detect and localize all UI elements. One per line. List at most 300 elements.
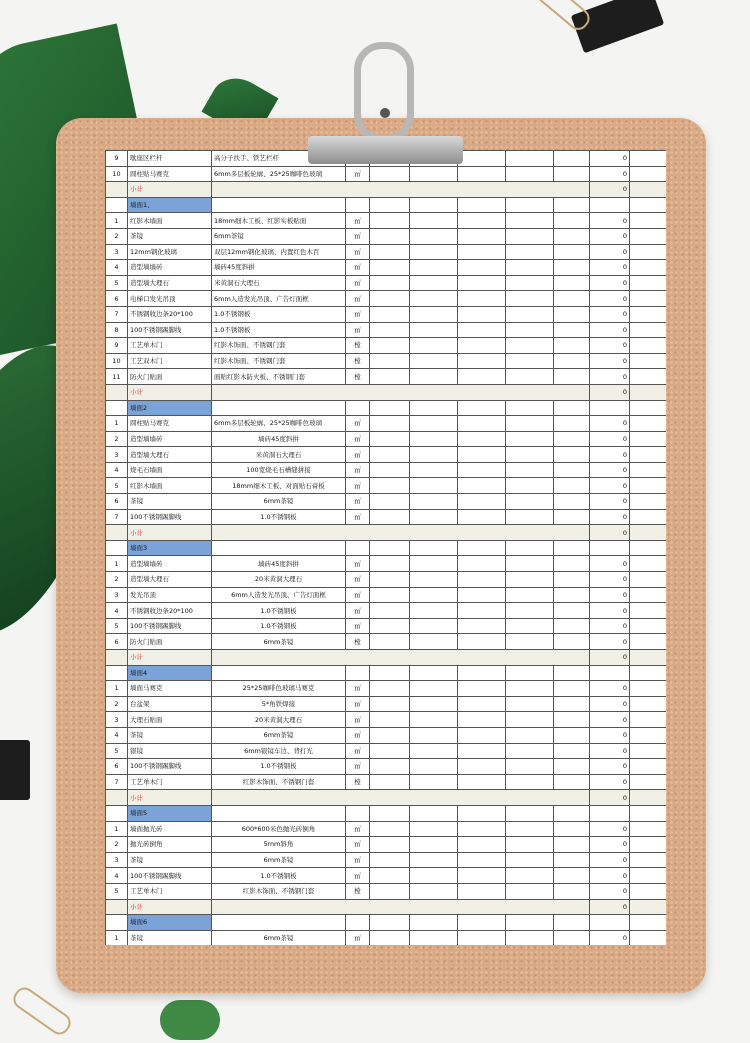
budget-sheet	[105, 150, 666, 945]
item-unit: ㎡	[346, 587, 370, 603]
item-total: 0	[590, 681, 630, 697]
empty-cell	[370, 634, 410, 650]
empty-cell	[506, 727, 554, 743]
item-name: 墙面马赛克	[128, 681, 212, 697]
row-number: 4	[106, 462, 128, 478]
empty-cell	[506, 540, 554, 556]
item-total: 0	[590, 494, 630, 510]
empty-cell	[370, 727, 410, 743]
empty-cell	[554, 291, 590, 307]
binder-clip	[0, 740, 30, 800]
item-total: 0	[590, 306, 630, 322]
empty-cell	[506, 369, 554, 385]
empty-cell	[554, 556, 590, 572]
item-unit: ㎡	[346, 681, 370, 697]
empty-cell	[506, 915, 554, 931]
item-spec: 1.0不锈钢板	[212, 868, 346, 884]
empty-cell	[506, 930, 554, 945]
empty-cell	[458, 353, 506, 369]
empty-cell	[370, 759, 410, 775]
empty-cell	[410, 509, 458, 525]
empty-cell	[630, 478, 667, 494]
item-unit: ㎡	[346, 618, 370, 634]
subtotal-row	[106, 384, 667, 400]
empty-cell	[506, 151, 554, 167]
empty-cell	[410, 743, 458, 759]
row-number: 2	[106, 572, 128, 588]
empty-cell	[630, 712, 667, 728]
empty-cell	[458, 618, 506, 634]
empty-cell	[370, 275, 410, 291]
empty-cell	[590, 540, 630, 556]
empty-cell	[410, 447, 458, 463]
empty-cell	[554, 509, 590, 525]
item-unit: ㎡	[346, 696, 370, 712]
empty-cell	[370, 603, 410, 619]
empty-cell	[506, 494, 554, 510]
empty-cell	[410, 665, 458, 681]
item-unit: ㎡	[346, 712, 370, 728]
empty-cell	[506, 260, 554, 276]
empty-cell	[370, 540, 410, 556]
row-number: 2	[106, 837, 128, 853]
item-unit: ㎡	[346, 868, 370, 884]
item-unit: ㎡	[346, 494, 370, 510]
item-name: 茶镜	[128, 228, 212, 244]
empty-cell	[458, 634, 506, 650]
empty-cell	[554, 166, 590, 182]
item-name: 100不锈钢踢脚线	[128, 868, 212, 884]
empty-cell	[506, 400, 554, 416]
subtotal-row	[106, 650, 667, 666]
item-name: 茶镜	[128, 930, 212, 945]
row-number: 2	[106, 696, 128, 712]
empty-cell	[410, 369, 458, 385]
item-total: 0	[590, 883, 630, 899]
item-spec: 6mm多层板轮廓、25*25咖啡色玻璃	[212, 416, 346, 432]
item-unit: ㎡	[346, 509, 370, 525]
section-header-row	[106, 197, 667, 213]
empty-cell	[106, 899, 128, 915]
table-row	[106, 369, 667, 385]
empty-cell	[212, 197, 346, 213]
empty-cell	[458, 431, 506, 447]
item-total: 0	[590, 369, 630, 385]
empty-cell	[630, 306, 667, 322]
table-row	[106, 618, 667, 634]
empty-cell	[370, 244, 410, 260]
empty-cell	[458, 322, 506, 338]
empty-cell	[458, 665, 506, 681]
item-name: 100不锈钢踢脚线	[128, 322, 212, 338]
empty-cell	[410, 837, 458, 853]
empty-cell	[630, 587, 667, 603]
item-total: 0	[590, 712, 630, 728]
item-name: 茶镜	[128, 727, 212, 743]
item-name: 大理石贴面	[128, 712, 212, 728]
item-name: 造型墙墙砖	[128, 431, 212, 447]
empty-cell	[554, 260, 590, 276]
row-number: 9	[106, 151, 128, 167]
empty-cell	[630, 182, 667, 198]
empty-cell	[630, 416, 667, 432]
empty-cell	[410, 306, 458, 322]
empty-cell	[410, 213, 458, 229]
empty-cell	[506, 244, 554, 260]
empty-cell	[630, 603, 667, 619]
empty-cell	[458, 696, 506, 712]
empty-cell	[370, 587, 410, 603]
item-total: 0	[590, 572, 630, 588]
empty-cell	[410, 260, 458, 276]
empty-cell	[106, 197, 128, 213]
item-name: 100不锈钢踢脚线	[128, 618, 212, 634]
empty-cell	[410, 821, 458, 837]
empty-cell	[630, 805, 667, 821]
item-unit: ㎡	[346, 478, 370, 494]
empty-cell	[106, 182, 128, 198]
empty-cell	[630, 634, 667, 650]
row-number: 9	[106, 338, 128, 354]
empty-cell	[630, 727, 667, 743]
empty-cell	[410, 883, 458, 899]
empty-cell	[458, 338, 506, 354]
item-unit: 樘	[346, 369, 370, 385]
table-row	[106, 556, 667, 572]
empty-cell	[506, 322, 554, 338]
empty-cell	[630, 197, 667, 213]
empty-cell	[630, 915, 667, 931]
row-number: 5	[106, 743, 128, 759]
row-number: 1	[106, 681, 128, 697]
table-row	[106, 852, 667, 868]
empty-cell	[630, 618, 667, 634]
item-unit: 樘	[346, 634, 370, 650]
empty-cell	[370, 852, 410, 868]
empty-cell	[370, 712, 410, 728]
empty-cell	[410, 930, 458, 945]
empty-cell	[458, 727, 506, 743]
empty-cell	[630, 213, 667, 229]
empty-cell	[370, 322, 410, 338]
empty-cell	[370, 681, 410, 697]
item-total: 0	[590, 868, 630, 884]
empty-cell	[554, 712, 590, 728]
table-row	[106, 478, 667, 494]
item-spec: 1.0不锈钢板	[212, 618, 346, 634]
item-name: 圆柱贴马赛克	[128, 416, 212, 432]
item-name: 造型墙墙砖	[128, 260, 212, 276]
empty-cell	[590, 665, 630, 681]
empty-cell	[410, 478, 458, 494]
table-row	[106, 213, 667, 229]
empty-cell	[554, 306, 590, 322]
subtotal-row	[106, 899, 667, 915]
empty-cell	[458, 151, 506, 167]
empty-cell	[630, 509, 667, 525]
empty-cell	[506, 821, 554, 837]
empty-cell	[458, 556, 506, 572]
empty-cell	[458, 478, 506, 494]
empty-cell	[554, 462, 590, 478]
empty-cell	[458, 868, 506, 884]
empty-cell	[554, 322, 590, 338]
item-total: 0	[590, 618, 630, 634]
empty-cell	[506, 275, 554, 291]
empty-cell	[630, 681, 667, 697]
item-name: 台盆架	[128, 696, 212, 712]
empty-cell	[370, 868, 410, 884]
empty-cell	[370, 883, 410, 899]
item-name: 茶镜	[128, 494, 212, 510]
table-row	[106, 260, 667, 276]
empty-cell	[506, 618, 554, 634]
empty-cell	[554, 478, 590, 494]
empty-cell	[630, 275, 667, 291]
item-total: 0	[590, 634, 630, 650]
empty-cell	[370, 805, 410, 821]
empty-cell	[554, 338, 590, 354]
item-name: 工艺单木门	[128, 883, 212, 899]
table-row	[106, 727, 667, 743]
empty-cell	[346, 197, 370, 213]
item-unit: ㎡	[346, 416, 370, 432]
empty-cell	[506, 837, 554, 853]
item-unit: ㎡	[346, 930, 370, 945]
table-row	[106, 291, 667, 307]
row-number: 1	[106, 556, 128, 572]
empty-cell	[506, 712, 554, 728]
item-name: 造型墙大理石	[128, 572, 212, 588]
empty-cell	[506, 306, 554, 322]
row-number: 1	[106, 416, 128, 432]
table-row	[106, 930, 667, 945]
empty-cell	[506, 696, 554, 712]
empty-cell	[506, 509, 554, 525]
empty-cell	[506, 665, 554, 681]
item-unit: 樘	[346, 338, 370, 354]
item-unit: ㎡	[346, 322, 370, 338]
empty-cell	[554, 883, 590, 899]
empty-cell	[212, 805, 346, 821]
empty-cell	[106, 790, 128, 806]
section-header-row	[106, 400, 667, 416]
item-name: 发光吊顶	[128, 587, 212, 603]
empty-cell	[630, 837, 667, 853]
row-number: 4	[106, 727, 128, 743]
item-total: 0	[590, 727, 630, 743]
empty-cell	[106, 400, 128, 416]
item-unit: ㎡	[346, 306, 370, 322]
empty-cell	[554, 197, 590, 213]
table-row	[106, 821, 667, 837]
item-spec: 1.0不锈钢板	[212, 603, 346, 619]
item-total: 0	[590, 587, 630, 603]
empty-cell	[370, 478, 410, 494]
empty-cell	[458, 369, 506, 385]
item-total: 0	[590, 338, 630, 354]
empty-cell	[458, 197, 506, 213]
empty-cell	[554, 603, 590, 619]
empty-cell	[370, 291, 410, 307]
subtotal-row	[106, 525, 667, 541]
empty-cell	[630, 774, 667, 790]
empty-cell	[554, 930, 590, 945]
empty-cell	[506, 166, 554, 182]
empty-cell	[554, 213, 590, 229]
row-number: 6	[106, 291, 128, 307]
item-name: 工艺单木门	[128, 338, 212, 354]
subtotal-label: 小计	[128, 790, 212, 806]
item-spec: 米黄洞石大理石	[212, 447, 346, 463]
empty-cell	[458, 260, 506, 276]
item-name: 银镜	[128, 743, 212, 759]
row-number: 4	[106, 868, 128, 884]
empty-cell	[370, 369, 410, 385]
empty-cell	[410, 727, 458, 743]
item-name: 不锈钢收边条20*100	[128, 306, 212, 322]
empty-cell	[458, 540, 506, 556]
empty-cell	[590, 805, 630, 821]
empty-cell	[106, 915, 128, 931]
empty-cell	[370, 915, 410, 931]
empty-cell	[630, 930, 667, 945]
table-row	[106, 759, 667, 775]
empty-cell	[630, 151, 667, 167]
empty-cell	[630, 228, 667, 244]
item-spec: 6mm茶镜	[212, 494, 346, 510]
empty-cell	[370, 213, 410, 229]
empty-cell	[370, 353, 410, 369]
table-row	[106, 587, 667, 603]
empty-cell	[106, 384, 128, 400]
item-total: 0	[590, 275, 630, 291]
table-row	[106, 244, 667, 260]
empty-cell	[212, 790, 590, 806]
empty-cell	[506, 603, 554, 619]
paper-clip	[9, 984, 74, 1039]
empty-cell	[458, 494, 506, 510]
item-total: 0	[590, 291, 630, 307]
empty-cell	[590, 197, 630, 213]
empty-cell	[212, 400, 346, 416]
item-name: 茶镜	[128, 852, 212, 868]
empty-cell	[506, 556, 554, 572]
empty-cell	[554, 494, 590, 510]
row-number: 7	[106, 509, 128, 525]
table-row	[106, 837, 667, 853]
empty-cell	[410, 416, 458, 432]
empty-cell	[630, 525, 667, 541]
empty-cell	[554, 821, 590, 837]
item-name: 造型墙墙砖	[128, 556, 212, 572]
empty-cell	[506, 291, 554, 307]
section-title: 墙面6	[128, 915, 212, 931]
subtotal-label: 小计	[128, 384, 212, 400]
item-name: 不锈钢收边条20*100	[128, 603, 212, 619]
item-unit: ㎡	[346, 213, 370, 229]
empty-cell	[458, 291, 506, 307]
empty-cell	[630, 572, 667, 588]
section-header-row	[106, 540, 667, 556]
row-number: 6	[106, 759, 128, 775]
item-spec: 墙砖45度斜拼	[212, 556, 346, 572]
item-spec: 高分子扶手、铁艺栏杆	[212, 151, 346, 167]
row-number: 8	[106, 322, 128, 338]
empty-cell	[506, 743, 554, 759]
empty-cell	[410, 556, 458, 572]
row-number: 1	[106, 930, 128, 945]
empty-cell	[554, 587, 590, 603]
item-total: 0	[590, 353, 630, 369]
item-name: 100不锈钢踢脚线	[128, 509, 212, 525]
empty-cell	[370, 400, 410, 416]
row-number: 4	[106, 603, 128, 619]
empty-cell	[370, 228, 410, 244]
empty-cell	[506, 681, 554, 697]
item-name: 防火门贴面	[128, 634, 212, 650]
empty-cell	[458, 930, 506, 945]
item-name: 墙面抛光砖	[128, 821, 212, 837]
empty-cell	[458, 805, 506, 821]
empty-cell	[506, 447, 554, 463]
item-total: 0	[590, 431, 630, 447]
empty-cell	[630, 650, 667, 666]
empty-cell	[630, 244, 667, 260]
empty-cell	[410, 197, 458, 213]
item-total: 0	[590, 556, 630, 572]
empty-cell	[346, 915, 370, 931]
row-number: 1	[106, 821, 128, 837]
empty-cell	[370, 837, 410, 853]
item-spec: 5*角铁焊接	[212, 696, 346, 712]
row-number: 3	[106, 244, 128, 260]
empty-cell	[506, 416, 554, 432]
empty-cell	[554, 681, 590, 697]
empty-cell	[458, 462, 506, 478]
item-spec: 20米黄洞大理石	[212, 712, 346, 728]
item-spec: 1.0不锈钢板	[212, 759, 346, 775]
empty-cell	[410, 275, 458, 291]
item-total: 0	[590, 462, 630, 478]
table-row	[106, 572, 667, 588]
item-total: 0	[590, 478, 630, 494]
empty-cell	[630, 821, 667, 837]
subtotal-label: 小计	[128, 899, 212, 915]
empty-cell	[630, 494, 667, 510]
item-total: 0	[590, 603, 630, 619]
empty-cell	[630, 852, 667, 868]
empty-cell	[458, 166, 506, 182]
empty-cell	[410, 712, 458, 728]
empty-cell	[410, 759, 458, 775]
item-spec: 6mm茶镜	[212, 727, 346, 743]
empty-cell	[458, 837, 506, 853]
row-number: 10	[106, 166, 128, 182]
table-row	[106, 353, 667, 369]
item-name: 防火门贴面	[128, 369, 212, 385]
empty-cell	[410, 462, 458, 478]
empty-cell	[410, 587, 458, 603]
item-unit: ㎡	[346, 572, 370, 588]
empty-cell	[458, 416, 506, 432]
item-total: 0	[590, 166, 630, 182]
empty-cell	[410, 322, 458, 338]
item-spec: 25*25咖啡色玻璃马赛克	[212, 681, 346, 697]
table-row	[106, 681, 667, 697]
empty-cell	[458, 244, 506, 260]
empty-cell	[410, 696, 458, 712]
